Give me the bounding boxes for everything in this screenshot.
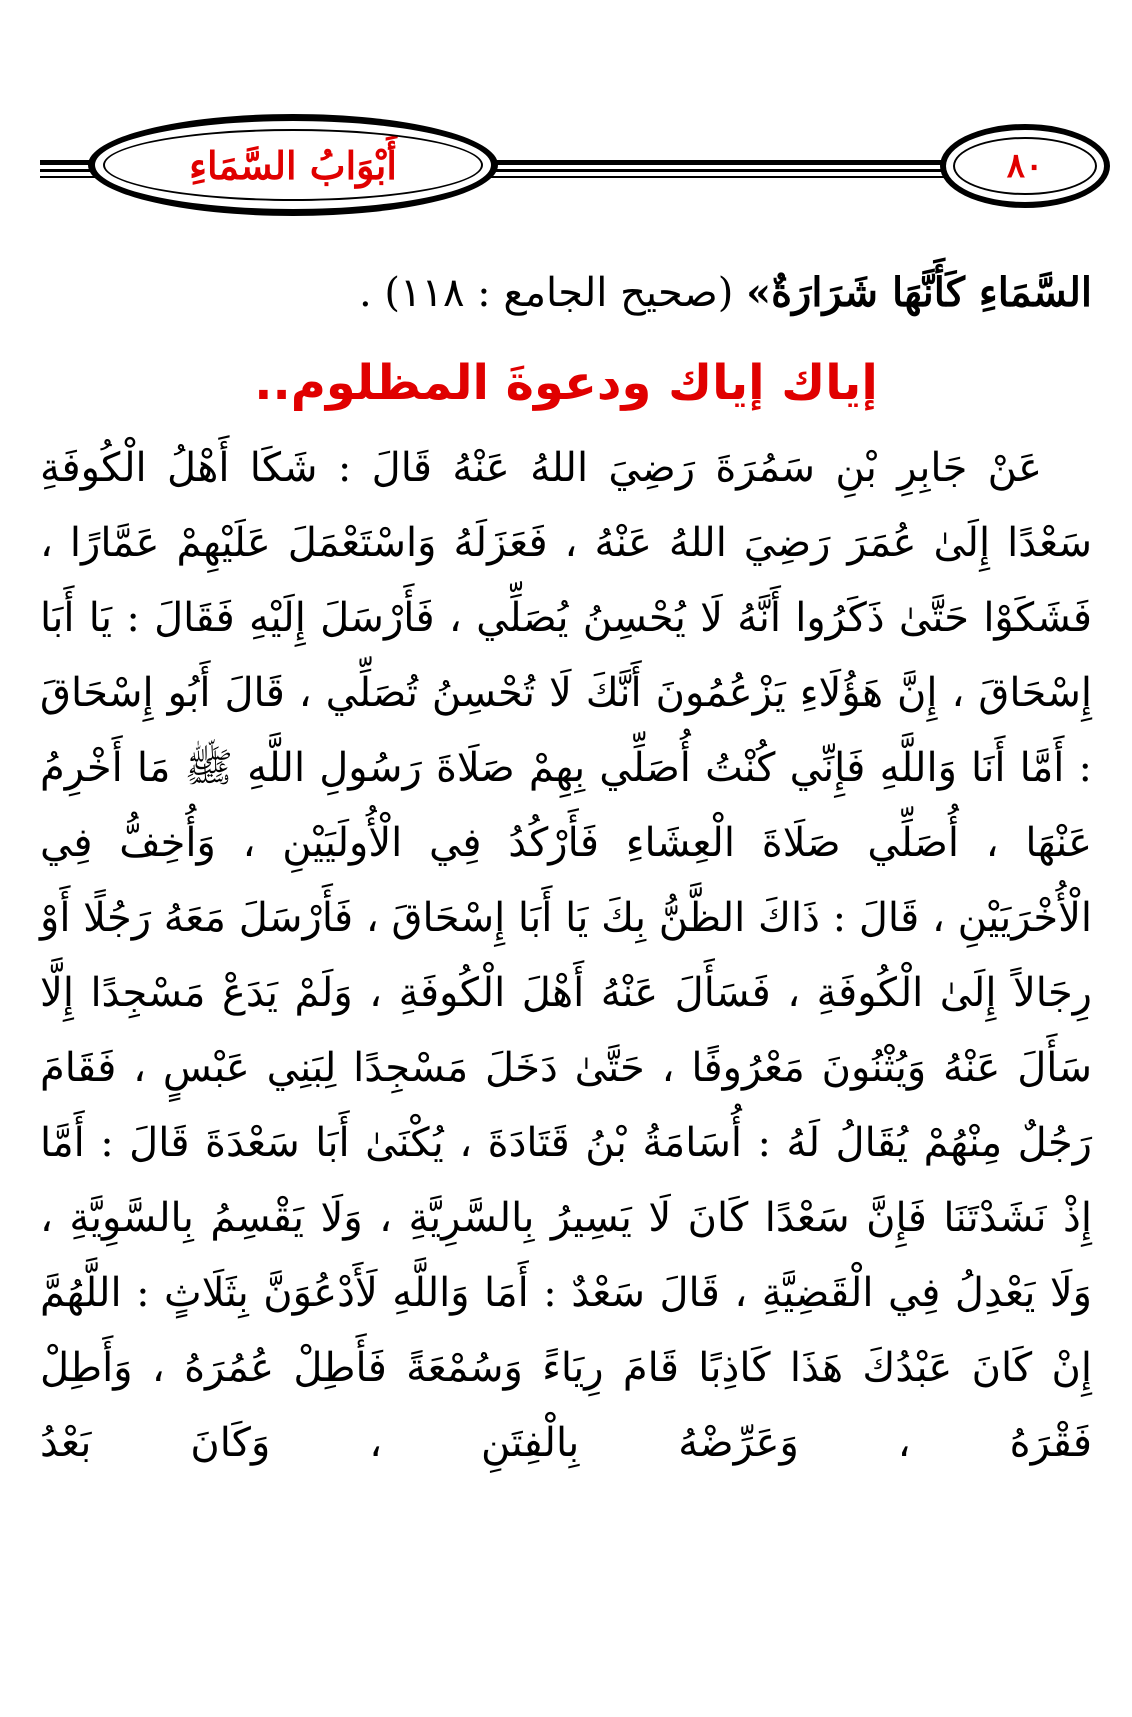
page-body [40, 255, 1092, 1481]
hadith-text-end: السَّمَاءِ كَأَنَّهَا شَرَارَةٌ» [746, 269, 1092, 316]
body-paragraph: عَنْ جَابِرِ بْنِ سَمُرَةَ رَضِيَ اللهُ عَنْهُ قَالَ : شَكَا أَهْلُ الْكُوفَةِ سَعْدًا إِلَىٰ عُمَرَ رَضِيَ اللهُ عَنْهُ ، فَعَزَلَهُ وَاسْتَعْمَلَ عَلَيْهِمْ عَمَّارًا ، فَشَكَوْا حَتَّىٰ ذَكَرُوا أَنَّهُ لَا يُحْسِنُ يُصَلِّي ، فَأَرْسَلَ إِلَيْهِ فَقَالَ : يَا أَبَا إِسْحَاقَ ، إِنَّ هَؤُلَاءِ يَزْعُمُونَ أَنَّكَ لَا تُحْسِنُ تُصَلِّي ، قَالَ أَبُو إِسْحَاقَ : أَمَّا أَنَا وَاللَّهِ فَإِنِّي كُنْتُ أُصَلِّي بِهِمْ صَلَاةَ رَسُولِ اللَّهِ ﷺ مَا أَخْرِمُ عَنْهَا ، أُصَلِّي صَلَاةَ الْعِشَاءِ فَأَرْكُدُ فِي الْأُولَيَيْنِ ، وَأُخِفُّ فِي الْأُخْرَيَيْنِ ، قَالَ : ذَاكَ الظَّنُّ بِكَ يَا أَبَا إِسْحَاقَ ، فَأَرْسَلَ مَعَهُ رَجُلًا أَوْ رِجَالاً إِلَىٰ الْكُوفَةِ ، فَسَأَلَ عَنْهُ أَهْلَ الْكُوفَةِ ، وَلَمْ يَدَعْ مَسْجِدًا إِلَّا سَأَلَ عَنْهُ وَيُثْنُونَ مَعْرُوفًا ، حَتَّىٰ دَخَلَ مَسْجِدًا لِبَنِي عَبْسٍ ، فَقَامَ رَجُلٌ مِنْهُمْ يُقَالُ لَهُ : أُسَامَةُ بْنُ قَتَادَةَ ، يُكْنَىٰ أَبَا سَعْدَةَ قَالَ : أَمَّا إِذْ نَشَدْتَنَا فَإِنَّ سَعْدًا كَانَ لَا يَسِيرُ بِالسَّرِيَّةِ ، وَلَا يَقْسِمُ بِالسَّوِيَّةِ ، وَلَا يَعْدِلُ فِي الْقَضِيَّةِ ، قَالَ سَعْدٌ : أَمَا وَاللَّهِ لَأَدْعُوَنَّ بِثَلَاثٍ : اللَّهُمَّ إِنْ كَانَ عَبْدُكَ هَذَا كَاذِبًا قَامَ رِيَاءً وَسُمْعَةً فَأَطِلْ عُمُرَهُ ، وَأَطِلْ فَقْرَهُ ، وَعَرِّضْهُ بِالْفِتَنِ ، وَكَانَ بَعْدُ [40, 445, 1093, 1466]
page-header [40, 110, 1090, 220]
citation: (صحيح الجامع : ١١٨) . [358, 270, 747, 316]
page-number-frame [940, 124, 1110, 208]
continuation-line [40, 255, 1092, 331]
page-number: ٨٠ [1006, 146, 1044, 186]
title-frame [88, 114, 498, 216]
chapter-title: أَبْوَابُ السَّمَاءِ [189, 142, 397, 188]
section-heading: إياك إياك ودعوةَ المظلوم.. [254, 355, 878, 411]
